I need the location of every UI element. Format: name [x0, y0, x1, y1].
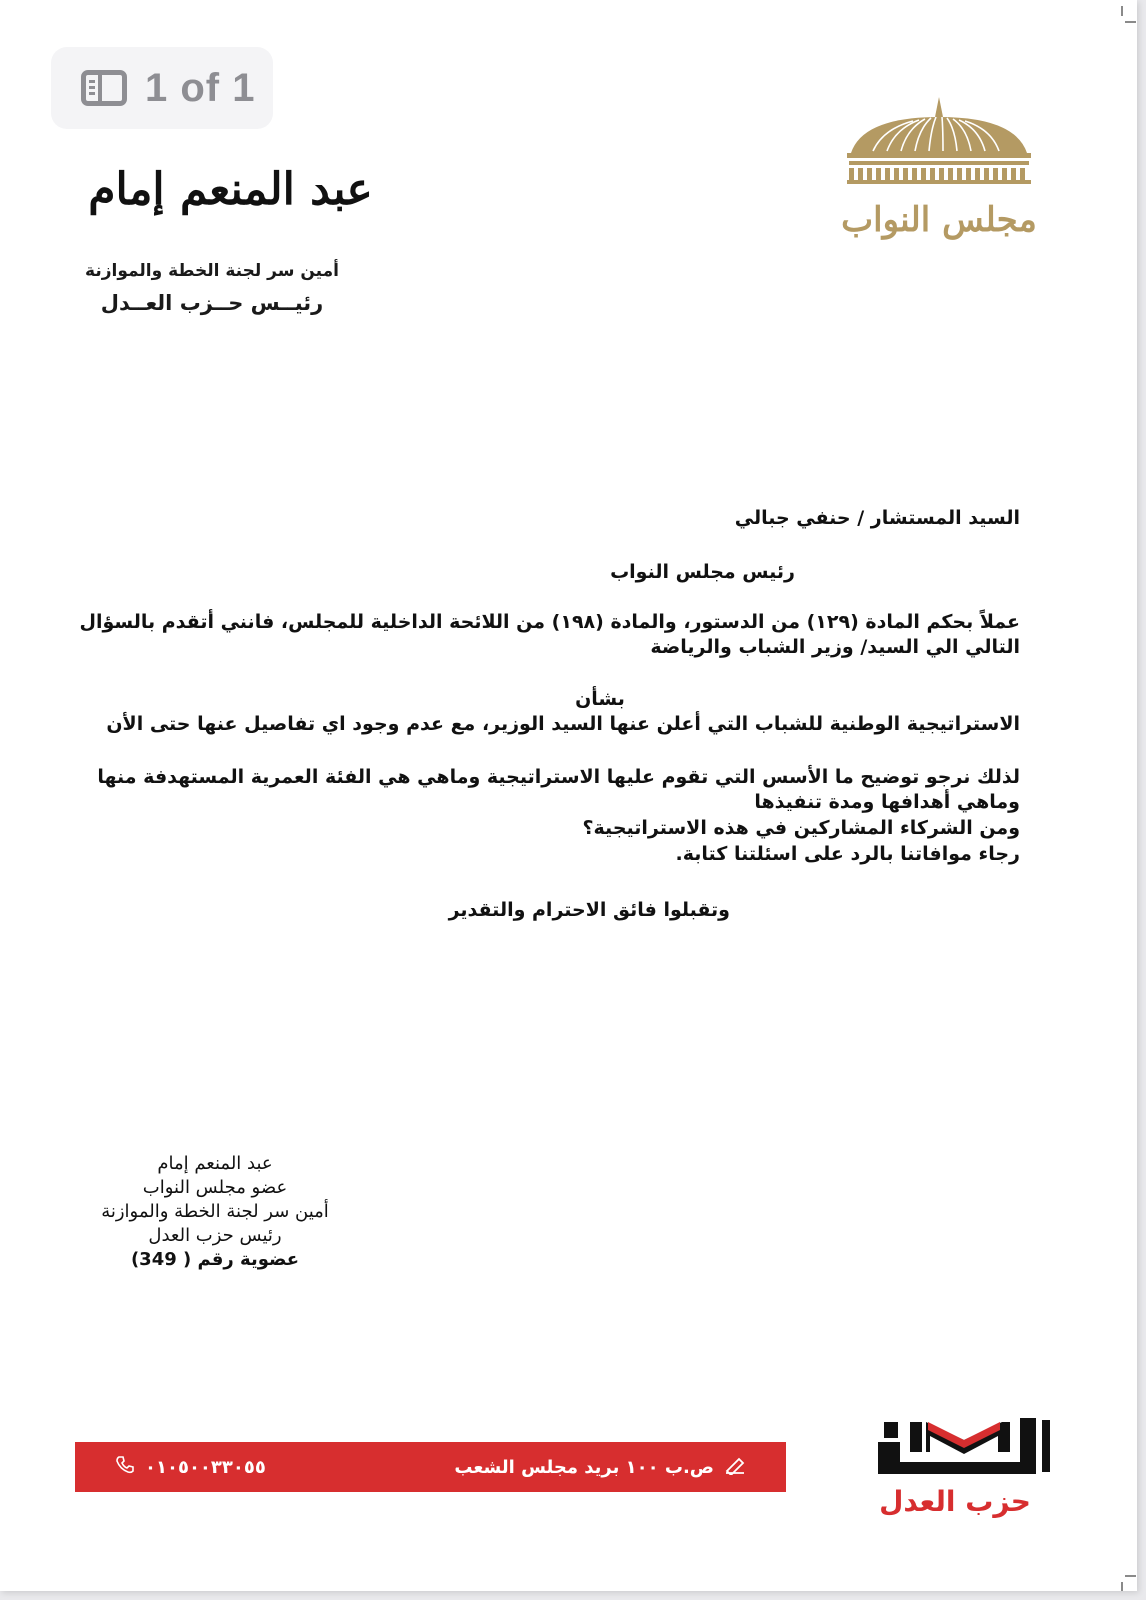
request-line-1: لذلك نرجو توضيح ما الأسس التي تقوم عليها الاستراتيجية وماهي هي الفئة العمرية المستهدفة منها — [97, 766, 1020, 788]
letter-addressee-title: رئيس مجلس النواب — [610, 561, 795, 583]
footer-phone-number: ٠١٠٥٠٠٣٣٠٥٥ — [145, 1456, 266, 1478]
header-title-line2: رئيــس حــزب العــدل — [100, 291, 324, 315]
footer-address-text: ص.ب ١٠٠ بريد مجلس الشعب — [454, 1456, 714, 1478]
phone-icon — [115, 1455, 135, 1480]
party-name-text: حزب العدل — [879, 1485, 1031, 1518]
closing-line: وتقبلوا فائق الاحترام والتقدير — [448, 899, 730, 921]
subject-label: بشأن — [575, 688, 625, 710]
crop-mark — [1125, 1575, 1136, 1577]
letter-addressee: السيد المستشار / حنفي جبالي — [734, 507, 1020, 529]
footer-contact-bar — [75, 1442, 786, 1492]
request-line-2: وماهي أهدافها ومدة تنفيذها — [754, 791, 1020, 813]
sidebar-toggle-icon[interactable] — [81, 70, 127, 106]
pen-icon — [724, 1455, 746, 1480]
footer-phone — [115, 1455, 266, 1480]
signature-role-committee: أمين سر لجنة الخطة والموازنة — [101, 1201, 329, 1222]
signature-block — [40, 1152, 390, 1272]
intro-line-2: التالي الي السيد/ وزير الشباب والرياضة — [650, 636, 1020, 658]
crop-mark — [1125, 21, 1136, 23]
request-line-4: رجاء موافاتنا بالرد على اسئلتنا كتابة. — [675, 843, 1020, 865]
adl-party-logo-icon — [870, 1418, 1050, 1478]
parliament-dome-icon — [843, 95, 1035, 187]
signature-membership: عضوية رقم ( 349) — [130, 1249, 300, 1270]
crop-mark — [1121, 6, 1123, 16]
header-title-line1: أمين سر لجنة الخطة والموازنة — [85, 261, 339, 281]
calligraphic-name-logo: عبد المنعم إمام — [88, 164, 373, 215]
parliament-logo-text: مجلس النواب — [841, 200, 1037, 240]
signature-name: عبد المنعم إمام — [157, 1153, 273, 1174]
footer-address — [454, 1455, 746, 1480]
subject-text: الاستراتيجية الوطنية للشباب التي أعلن عنها السيد الوزير، مع عدم وجود اي تفاصيل عنها حتى الأن — [106, 713, 1020, 735]
intro-line-1: عملاً بحكم المادة (١٢٩) من الدستور، والمادة (١٩٨) من اللائحة الداخلية للمجلس، فانني أتقدم بالسؤال — [79, 611, 1020, 633]
page-counter-text: 1 of 1 — [145, 65, 256, 110]
request-line-3: ومن الشركاء المشاركين في هذه الاستراتيجية؟ — [582, 817, 1020, 839]
signature-role-member: عضو مجلس النواب — [142, 1177, 288, 1198]
signature-role-party: رئيس حزب العدل — [148, 1225, 282, 1246]
crop-mark — [1121, 1582, 1123, 1591]
page-counter[interactable] — [51, 47, 273, 129]
